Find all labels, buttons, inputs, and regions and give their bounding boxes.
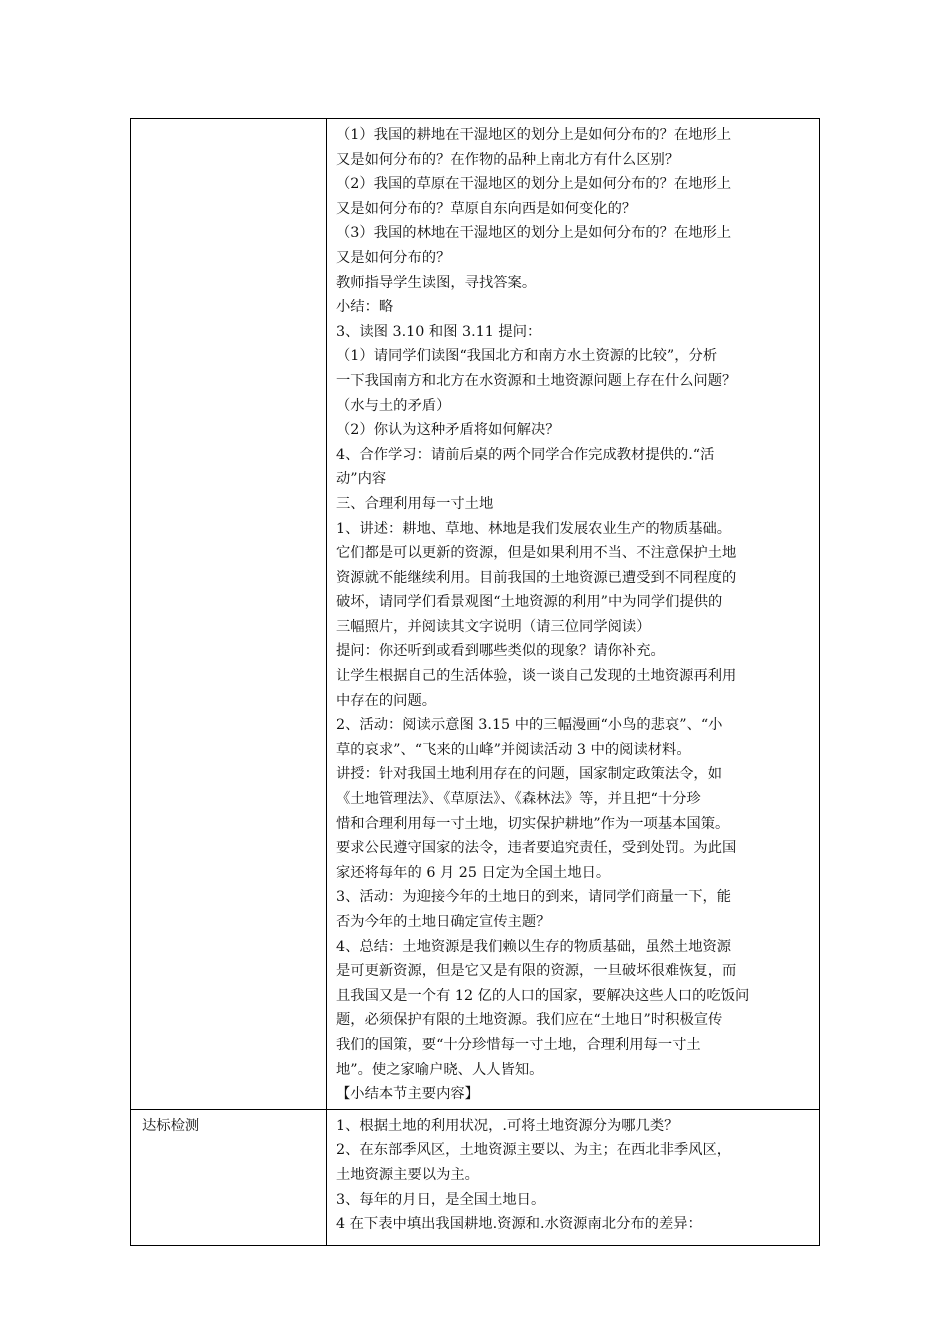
text-line: 三幅照片，并阅读其文字说明（请三位同学阅读）: [336, 618, 651, 635]
text-line: 动”内容: [336, 471, 387, 488]
text-line: 又是如何分布的？: [336, 249, 451, 266]
text-line: （2）我国的草原在干湿地区的划分上是如何分布的？在地形上: [336, 176, 732, 193]
text-line: 2、活动：阅读示意图 3.15 中的三幅漫画“小鸟的悲哀”、“小: [336, 717, 723, 734]
text-line: 2、在东部季风区，土地资源主要以、为主；在西北非季风区，: [336, 1142, 732, 1159]
text-line: 地”。使之家喻户晓、人人皆知。: [336, 1061, 544, 1078]
text-line: （1）我国的耕地在干湿地区的划分上是如何分布的？在地形上: [336, 127, 732, 143]
text-line: 1、根据土地的利用状况，.可将土地资源分为哪几类？: [336, 1117, 679, 1134]
content-paragraphs: [327, 119, 819, 1109]
text-line: 4、合作学习：请前后桌的两个同学合作完成教材提供的.“活: [336, 446, 715, 463]
text-line: （1）请同学们读图“我国北方和南方水土资源的比较”，分析: [336, 348, 718, 365]
row-label-assessment: 达标检测: [142, 1117, 200, 1134]
text-line: 提问：你还听到或看到哪些类似的现象？请你补充。: [336, 643, 665, 660]
text-line: 且我国又是一个有 12 亿的人口的国家，要解决这些人口的吃饭问: [336, 987, 750, 1004]
left-cell-label: [131, 1109, 327, 1245]
text-line: 【小结本节主要内容】: [336, 1086, 479, 1103]
text-line: 要求公民遵守国家的法令，违者要追究责任，受到处罚。为此国: [336, 840, 737, 857]
text-line: 3、活动：为迎接今年的土地日的到来，请同学们商量一下，能: [336, 889, 732, 906]
text-line: 3、每年的月日，是全国土地日。: [336, 1191, 546, 1208]
lesson-plan-table: [130, 118, 820, 1246]
text-line: 否为今年的土地日确定宣传主题？: [336, 914, 551, 930]
text-line: 小结：略: [336, 299, 394, 316]
text-line: 讲授：针对我国土地利用存在的问题，国家制定政策法令，如: [336, 766, 723, 783]
text-line: 它们都是可以更新的资源，但是如果利用不当、不注意保护土地: [336, 545, 737, 562]
text-line: 一下我国南方和北方在水资源和土地资源问题上存在什么问题？: [336, 372, 737, 389]
table-row-lesson-process: [131, 119, 820, 1110]
text-line: 教师指导学生读图，寻找答案。: [336, 274, 537, 291]
text-line: 惜和合理利用每一寸土地，切实保护耕地”作为一项基本国策。: [336, 815, 730, 832]
row-label: [131, 119, 326, 123]
text-line: 我们的国策，要“十分珍惜每一寸土地，合理利用每一寸土: [336, 1036, 701, 1053]
text-line: 《土地管理法》、《草原法》、《森林法》等，并且把“十分珍: [336, 791, 701, 808]
right-cell-questions: [327, 1109, 820, 1245]
text-line: 4、总结：土地资源是我们赖以生存的物质基础，虽然土地资源: [336, 938, 732, 955]
left-cell-empty: [131, 119, 327, 1110]
text-line: 中存在的问题。: [336, 692, 437, 709]
text-line: 资源就不能继续利用。目前我国的土地资源已遭受到不同程度的: [336, 569, 737, 586]
text-line: 4 在下表中填出我国耕地.资源和.水资源南北分布的差异：: [336, 1216, 702, 1233]
text-line: 是可更新资源，但是它又是有限的资源，一旦破坏很难恢复，而: [336, 963, 737, 980]
text-line: 又是如何分布的？在作物的品种上南北方有什么区别？: [336, 151, 680, 168]
text-line: 破坏，请同学们看景观图“土地资源的利用”中为同学们提供的: [336, 594, 723, 611]
right-cell-content: [327, 119, 820, 1110]
text-line: 三、合理利用每一寸土地: [336, 495, 494, 512]
text-line: 题，必须保护有限的土地资源。我们应在“土地日”时积极宣传: [336, 1012, 723, 1029]
table-row-assessment: [131, 1109, 820, 1245]
text-line: （3）我国的林地在干湿地区的划分上是如何分布的？在地形上: [336, 225, 732, 242]
text-line: 3、读图 3.10 和图 3.11 提问：: [336, 323, 542, 340]
text-line: 家还将每年的 6 月 25 日定为全国土地日。: [336, 864, 611, 881]
text-line: 1、讲述：耕地、草地、林地是我们发展农业生产的物质基础。: [336, 520, 732, 537]
question-list: [327, 1110, 819, 1239]
text-line: 土地资源主要以为主。: [336, 1166, 479, 1183]
text-line: （2）你认为这种矛盾将如何解决？: [336, 422, 560, 439]
text-line: 又是如何分布的？草原自东向西是如何变化的？: [336, 200, 637, 217]
text-line: （水与土的矛盾）: [336, 397, 451, 414]
text-line: 让学生根据自己的生活体验，谈一谈自己发现的土地资源再利用: [336, 668, 737, 685]
text-line: 草的哀求”、“飞来的山峰”并阅读活动 3 中的阅读材料。: [336, 741, 691, 758]
